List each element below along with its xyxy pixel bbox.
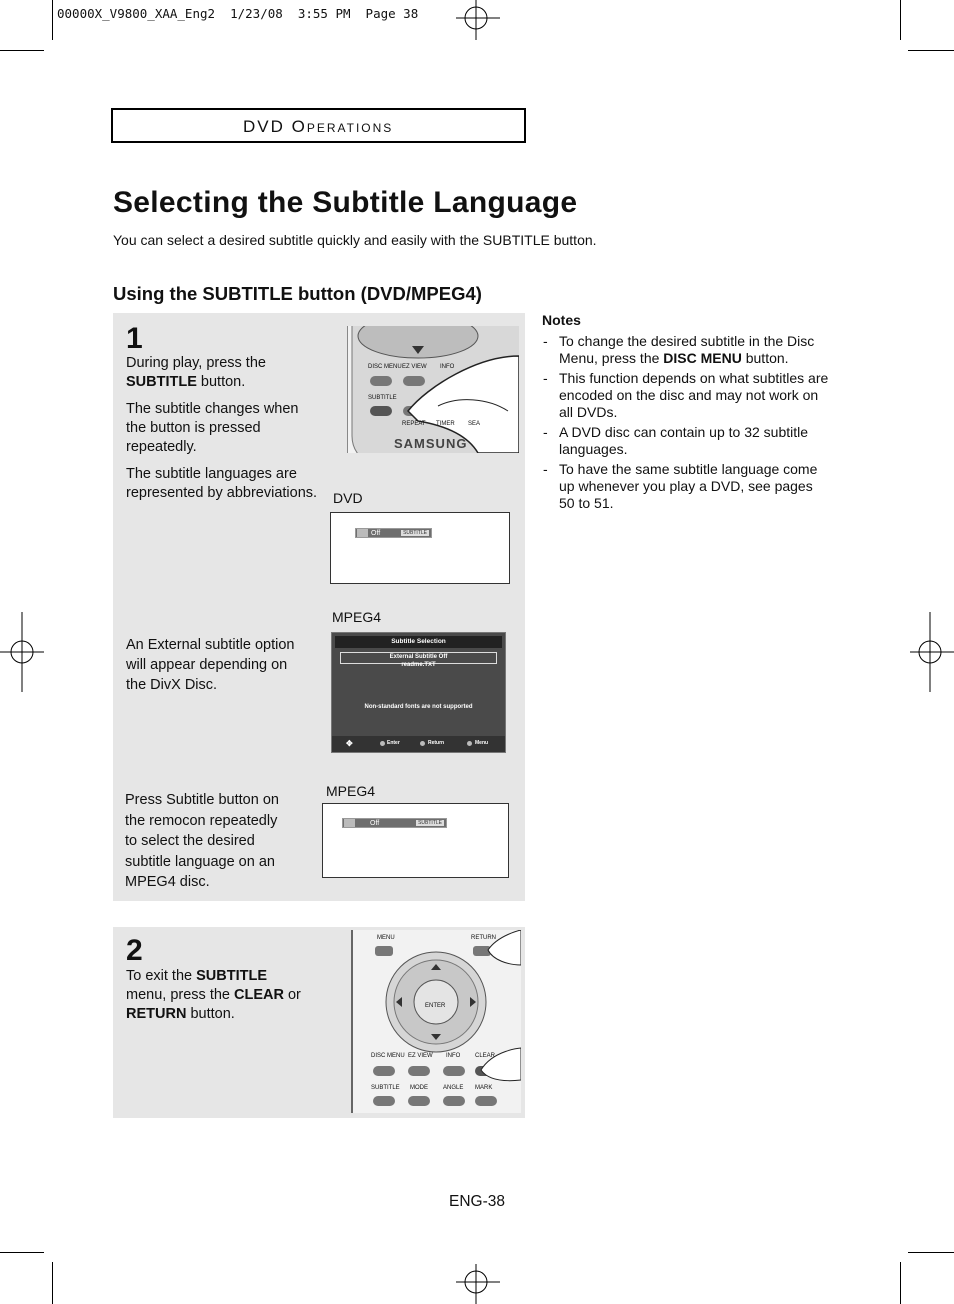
crop-mark [908,50,954,51]
crop-mark [52,1262,53,1304]
menu-enter-hint: Enter [387,740,400,746]
remote-label: MODE [410,1085,428,1091]
step1-para3: The subtitle languages are represented by abbreviations. [126,466,318,501]
mpeg4-screen [322,803,509,878]
note-item: - To change the desired subtitle in the Disc Menu, press the DISC MENU button. [543,333,815,366]
step2-t4: button. [186,1006,235,1022]
step2-t2: menu, press the [126,987,234,1003]
osd-value: Off [370,819,380,827]
crop-mark [908,1252,954,1253]
print-header: 00000X_V9800_XAA_Eng2 1/23/08 3:55 PM Page 38 [57,6,419,21]
remote-label: EZ VIEW [402,364,427,370]
enter-icon [380,741,385,746]
intro-text: You can select a desired subtitle quickly and easily with the SUBTITLE button. [113,232,597,248]
note-text-end: button. [741,350,789,366]
page-number: ENG-38 [449,1193,505,1210]
remote-label: INFO [446,1053,461,1059]
step2-t1: To exit the [126,968,197,984]
osd-tag: SUBTITLE [418,820,442,826]
menu-warning: Non-standard fonts are not supported [364,704,473,710]
step1-number: 1 [126,322,143,355]
remote-label: DISC MENU [371,1053,405,1059]
step2-return: RETURN [126,1006,187,1022]
step2-clear: CLEAR [234,987,284,1003]
remote-body-icon [348,326,519,453]
remote-label: DISC MENU [368,364,402,370]
dvd-screen [330,512,510,584]
remote-image-clear [351,930,521,1113]
crop-mark [0,50,44,51]
step1-button-name: SUBTITLE [126,374,197,390]
step1-line1-end: button. [196,374,246,390]
menu-selected-label: External Subtitle Off [389,654,448,660]
menu-file-item[interactable] [340,662,497,668]
note-text: This function depends on what subtitles are encoded on the disc and may not work on all DVDs. [559,370,829,420]
note-text: To have the same subtitle language come up whenever you play a DVD, see pages 50 to 51. [559,461,818,511]
remote-label: SUBTITLE [371,1085,400,1091]
note-text: A DVD disc can contain up to 32 subtitle languages. [559,424,809,457]
subheading: Using the SUBTITLE button (DVD/MPEG4) [113,283,482,304]
page-title: Selecting the Subtitle Language [113,186,578,219]
note-item: - A DVD disc can contain up to 32 subtitle languages. [543,424,809,457]
crop-mark [52,0,53,40]
menu-title: Subtitle Selection [391,638,446,645]
osd-value: Off [371,529,381,537]
registration-mark-icon [0,612,44,692]
step1-line1: During play, press the [126,355,266,371]
remote-label: RETURN [471,935,496,941]
step2-text [126,967,336,1024]
note-text: To change the desired subtitle in the Disc Menu, press the [559,333,815,366]
section-header: DVD Operations [243,117,394,136]
menu-title-bar [335,636,502,648]
menu-return-hint: Return [428,740,445,746]
osd-tag: SUBTITLE [403,530,427,536]
remote-label: ENTER [425,1003,446,1009]
registration-mark-icon [456,0,500,40]
remote-label: MARK [475,1085,493,1091]
remote-label: CLEAR [475,1053,496,1059]
dvd-label: DVD [333,490,363,506]
subtitle-icon [357,529,368,537]
step2-t3: or [283,987,301,1003]
crop-mark [900,1262,901,1304]
notes-heading: Notes [542,312,581,328]
section-header-box [111,108,526,143]
remote-label: SUBTITLE [368,395,397,401]
press-subtitle-text: Press Subtitle button on the remocon repeatedly to select the desired subtitle language on an MPEG4 disc. [125,792,279,890]
subtitle-osd-mpeg4 [342,818,447,828]
remote-label: SEA [468,421,481,427]
notes-list [542,333,832,512]
menu-icon [467,741,472,746]
remote-label: INFO [440,364,455,370]
step2-subtitle: SUBTITLE [196,968,268,984]
crop-mark [900,0,901,40]
mpeg4-label: MPEG4 [332,609,382,625]
remote-label: ANGLE [443,1085,464,1091]
return-icon [420,741,425,746]
remote-label: MENU [377,935,395,941]
menu-file-label: readme.TXT [401,662,436,668]
registration-mark-icon [910,612,954,692]
remote-label: EZ VIEW [408,1053,433,1059]
mpeg4-label-2: MPEG4 [326,783,376,799]
subtitle-selection-menu [331,632,506,753]
registration-mark-icon [456,1264,500,1304]
step2-number: 2 [126,934,143,967]
remote-label: REPEAT [402,421,426,427]
menu-menu-hint: Menu [475,740,489,746]
notes [542,312,832,515]
crop-mark [0,1252,44,1253]
external-subtitle-text: An External subtitle option will appear depending on the DivX Disc. [126,637,295,693]
subtitle-osd [355,528,432,538]
menu-footer [332,736,505,752]
note-item: - To have the same subtitle language come up whenever you play a DVD, see pages 50 to 51. [543,461,818,511]
step1-text [126,354,326,392]
remote-label: TIMER [436,421,455,427]
note-item: - This function depends on what subtitles are encoded on the disc and may not work on all DVDs. [543,370,829,420]
remote-image-subtitle [347,326,519,453]
subtitle-icon [344,819,355,827]
nav-icon: ✥ [346,739,353,748]
remote-brand: SAMSUNG [394,436,468,451]
step1-para2: The subtitle changes when the button is pressed repeatedly. [126,401,299,455]
note-bold: DISC MENU [663,350,742,366]
